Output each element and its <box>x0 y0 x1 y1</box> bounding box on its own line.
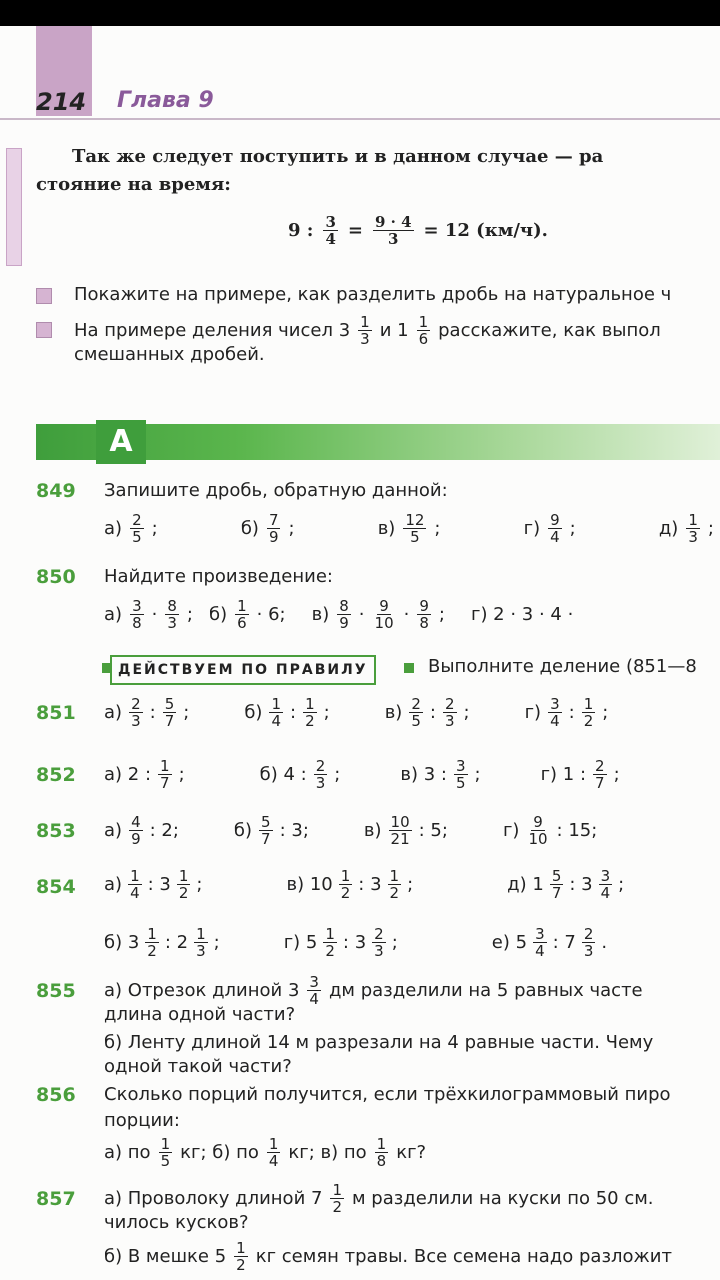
rule-label: ДЕЙСТВУЕМ ПО ПРАВИЛУ <box>110 655 376 685</box>
label: в) <box>384 702 403 723</box>
problem-855-a3: длина одной части? <box>104 1004 296 1025</box>
operator: · 6; <box>256 604 286 625</box>
formula-part: 9 : <box>288 220 314 241</box>
problem-857-a3: чилось кусков? <box>104 1212 249 1233</box>
top-bar <box>0 0 720 26</box>
label: б) 3 <box>104 932 140 953</box>
problem-855-a: а) Отрезок длиной 3 $\frac{3}{4}$ дм разделили на 5 равных часте <box>104 973 643 1008</box>
problem-853-items: а) $\frac{4}{9}$ : 2; б) $\frac{5}{7}$ : 3; в) $\frac{10}{21}$ : 5; г) $\frac{9}{10}$ : 15; <box>104 813 598 848</box>
problem-849-items <box>104 512 714 545</box>
denominator: 3 <box>360 330 370 348</box>
problem-856-l1: Сколько порций получится, если трёхкилограммовый пиро <box>104 1084 671 1105</box>
label: а) <box>104 604 123 625</box>
label: б) <box>208 604 228 625</box>
formula-part: = 12 (км/ч). <box>423 220 548 241</box>
problem-856-l3: а) по $\frac{1}{5}$ кг; б) по $\frac{1}{4}$ кг; в) по $\frac{1}{8}$ кг? <box>104 1135 427 1170</box>
problem-number: 850 <box>36 566 76 588</box>
fraction <box>323 214 337 247</box>
problem-857-b: б) В мешке 5 $\frac{1}{2}$ кг семян травы. Все семена надо разложит <box>104 1239 672 1274</box>
text-part: расскажите, как выпол <box>438 320 661 341</box>
numerator: 8 <box>339 597 349 615</box>
separator: ; <box>186 604 193 625</box>
label: г) <box>524 702 542 723</box>
text-part: На примере деления чисел 3 <box>74 320 351 341</box>
fraction <box>235 598 249 631</box>
intro-formula <box>288 214 548 247</box>
denominator: 10 <box>374 614 394 632</box>
problem-item: г) $\frac{9}{4}$ ; <box>523 511 576 546</box>
label: г) 2 · 3 · 4 · <box>470 604 574 625</box>
operator: · <box>403 604 410 625</box>
denominator: 6 <box>418 330 429 348</box>
label: б) <box>244 702 263 723</box>
fraction <box>417 314 431 347</box>
problem-854-row1: а) $\frac{1}{4}$ : 3 $\frac{1}{2}$ ; в) 10 $\frac{1}{2}$ : 3 $\frac{1}{2}$ ; д) 1 $\frac{5}{7}$ : 3 $\frac{3}{4}$ ; <box>104 867 625 902</box>
question-bullet <box>36 288 52 304</box>
problem-number: 851 <box>36 702 76 724</box>
problem-item: б) $\frac{7}{9}$ ; <box>240 511 295 546</box>
header-rule <box>0 118 720 120</box>
fraction <box>130 598 144 631</box>
problem-855-b2: одной такой части? <box>104 1056 292 1077</box>
label: а) <box>104 820 123 841</box>
label: д) 1 <box>507 874 544 895</box>
label: г) 5 <box>283 932 318 953</box>
label: в) 3 : <box>400 764 447 785</box>
intro-line2: стояние на время: <box>36 174 231 195</box>
numerator: 8 <box>167 597 177 615</box>
label: е) 5 <box>491 932 528 953</box>
fraction <box>417 598 431 631</box>
section-label: А <box>96 420 146 464</box>
problem-number: 849 <box>36 480 76 502</box>
question-2 <box>74 314 661 347</box>
label: б) <box>233 820 253 841</box>
problem-851-items: а) $\frac{2}{3}$ : $\frac{5}{7}$ ; б) $\frac{1}{4}$ : $\frac{1}{2}$ ; в) $\frac{2}{5}$ : $\frac{2}{3}$ ; г) $\frac{3}{4}$ : $\frac{1}{2}$ ; <box>104 695 609 730</box>
fraction <box>358 314 372 347</box>
label: а) <box>104 702 123 723</box>
denominator: 8 <box>419 614 429 632</box>
sidebar-mark <box>6 148 22 266</box>
page-number: 214 <box>36 88 87 116</box>
numerator: 1 <box>418 313 429 331</box>
label: г) <box>502 820 520 841</box>
denominator: 6 <box>237 614 247 632</box>
problem-text: Найдите произведение: <box>104 566 333 587</box>
numerator: 9 <box>379 597 389 615</box>
numerator: 1 <box>237 597 247 615</box>
denominator: 8 <box>132 614 142 632</box>
label: б) 4 : <box>259 764 307 785</box>
label: в) 10 <box>286 874 333 895</box>
problem-857-a: а) Проволоку длиной 7 $\frac{1}{2}$ м разделили на куски по 50 см. <box>104 1181 654 1216</box>
denominator: 3 <box>167 614 177 632</box>
fraction <box>373 598 396 631</box>
fraction <box>373 214 414 247</box>
numerator: 3 <box>132 597 142 615</box>
question-1: Покажите на примере, как разделить дробь на натуральное ч <box>74 284 672 305</box>
formula-part: = <box>347 220 363 241</box>
problem-855-b1: б) Ленту длиной 14 м разрезали на 4 равные части. Чему <box>104 1032 654 1053</box>
label: в) <box>363 820 382 841</box>
denominator: 3 <box>388 230 399 248</box>
operator: · <box>358 604 365 625</box>
denominator: 9 <box>339 614 349 632</box>
rule-square <box>404 663 414 673</box>
problem-text: Запишите дробь, обратную данной: <box>104 480 448 501</box>
problem-number: 856 <box>36 1084 76 1106</box>
problem-number: 852 <box>36 764 76 786</box>
chapter-title: Глава 9 <box>117 88 214 113</box>
numerator: 3 <box>325 213 336 231</box>
fraction <box>337 598 351 631</box>
numerator: 9 <box>419 597 429 615</box>
label: а) <box>104 874 123 895</box>
text-part: и 1 <box>379 320 409 341</box>
label: а) 2 : <box>104 764 152 785</box>
question-2-line2: смешанных дробей. <box>74 344 265 365</box>
label: г) 1 : <box>540 764 587 785</box>
intro-line1: Так же следует поступить и в данном случае — ра <box>72 146 604 167</box>
denominator: 4 <box>325 230 336 248</box>
fraction <box>165 598 179 631</box>
rule-text: Выполните деление (851—8 <box>428 656 697 677</box>
problem-number: 853 <box>36 820 76 842</box>
problem-number: 857 <box>36 1188 76 1210</box>
problem-852-items: а) 2 : $\frac{1}{7}$ ; б) 4 : $\frac{2}{3}$ ; в) 3 : $\frac{3}{5}$ ; г) 1 : $\frac{2}{7}$ ; <box>104 757 620 792</box>
problem-856-l2: порции: <box>104 1110 180 1131</box>
label: в) <box>311 604 330 625</box>
operator: · <box>151 604 158 625</box>
problem-850-items <box>104 598 573 631</box>
problem-number: 854 <box>36 876 76 898</box>
problem-item: а) $\frac{2}{5}$ ; <box>104 511 158 546</box>
problem-item: в) $\frac{12}{5}$ ; <box>377 511 441 546</box>
question-bullet <box>36 322 52 338</box>
problem-854-row2: б) 3 $\frac{1}{2}$ : 2 $\frac{1}{3}$ ; г) 5 $\frac{1}{2}$ : 3 $\frac{2}{3}$ ; е) 5 $\frac{3}{4}$ : 7 $\frac{2}{3}$ . <box>104 925 608 960</box>
numerator: 9 · 4 <box>374 213 412 231</box>
problem-item: д) $\frac{1}{3}$ ; <box>658 511 714 546</box>
separator: ; <box>438 604 445 625</box>
numerator: 1 <box>360 313 370 331</box>
problem-number: 855 <box>36 980 76 1002</box>
